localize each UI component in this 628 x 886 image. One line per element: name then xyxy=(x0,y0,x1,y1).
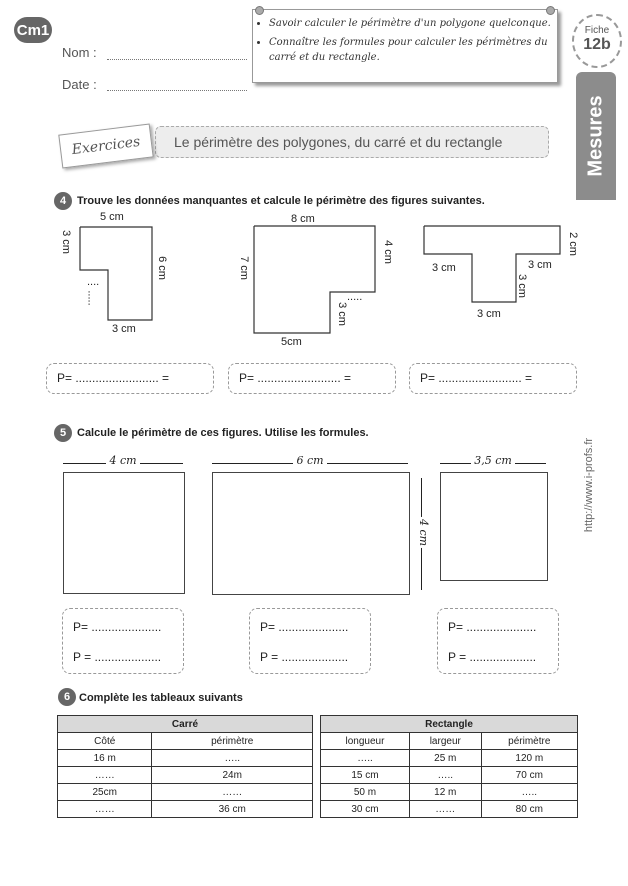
answer-line: P= ......................... = xyxy=(420,371,533,385)
fiche-badge xyxy=(572,14,622,68)
fig1-left-label: 3 cm xyxy=(59,230,72,254)
table-cell[interactable]: ….. xyxy=(152,750,313,767)
table-row xyxy=(321,784,578,801)
fig5-1-width-label: 4 cm xyxy=(106,454,139,467)
fiche-number: 12b xyxy=(583,36,611,53)
formula-line: P = .................... xyxy=(260,650,349,664)
table-cell[interactable]: 30 cm xyxy=(321,801,410,818)
table-row xyxy=(58,801,313,818)
table-row xyxy=(321,801,578,818)
table-row xyxy=(58,784,313,801)
exercise-number: 5 xyxy=(54,424,72,442)
name-label: Nom : xyxy=(62,45,97,60)
fiche-label: Fiche xyxy=(584,25,610,36)
subject-label: Mesures xyxy=(584,95,607,177)
table-cell[interactable]: …… xyxy=(58,767,152,784)
column-header: Côté xyxy=(58,733,152,750)
table-cell[interactable]: ….. xyxy=(321,750,410,767)
square-figure-2 xyxy=(440,472,548,581)
fig2-right-label: 4 cm xyxy=(381,240,394,264)
figure-l-shape-2 xyxy=(245,220,385,340)
objective-item: • Connaître les formules pour calculer les périmètres du carré et du rectangle. xyxy=(269,35,557,65)
fig2-inner-label: 3 cm xyxy=(335,302,348,326)
table-cell[interactable]: 16 m xyxy=(58,750,152,767)
table-cell[interactable]: 50 m xyxy=(321,784,410,801)
table-cell[interactable]: 36 cm xyxy=(152,801,313,818)
exercise-instruction: Calcule le périmètre de ces figures. Utilise les formules. xyxy=(77,427,369,439)
fig2-left-label: 7 cm xyxy=(237,256,250,280)
column-header: longueur xyxy=(321,733,410,750)
fig1-missing-label-2: ..... xyxy=(85,290,98,306)
table-cell[interactable]: 25 m xyxy=(409,750,481,767)
square-table-title: Carré xyxy=(58,716,313,733)
exercises-tag: Exercices xyxy=(58,124,153,169)
formula-line: P= ..................... xyxy=(448,620,537,634)
subject-tab xyxy=(576,72,616,200)
answer-line: P= ......................... = xyxy=(57,371,170,385)
table-row xyxy=(58,767,313,784)
answer-box-3[interactable] xyxy=(409,363,577,394)
page-title: Le périmètre des polygones, du carré et du rectangle xyxy=(174,134,503,150)
rectangle-figure xyxy=(212,472,410,595)
formula-line: P= ..................... xyxy=(73,620,162,634)
fig2-top-label: 8 cm xyxy=(291,213,315,225)
formula-box-2[interactable] xyxy=(249,608,371,674)
name-field[interactable] xyxy=(107,59,247,60)
exercise-number: 4 xyxy=(54,192,72,210)
formula-line: P = .................... xyxy=(73,650,162,664)
column-header: largeur xyxy=(409,733,481,750)
table-cell[interactable]: …… xyxy=(58,801,152,818)
table-cell[interactable]: 70 cm xyxy=(481,767,577,784)
fig3-bottom-label: 3 cm xyxy=(477,308,501,320)
pin-icon xyxy=(255,6,264,15)
table-cell[interactable]: ….. xyxy=(409,767,481,784)
table-cell[interactable]: 12 m xyxy=(409,784,481,801)
fig5-2-width-label: 6 cm xyxy=(293,454,326,467)
fig1-missing-label: .... xyxy=(87,276,100,288)
fig3-left-step-label: 3 cm xyxy=(432,262,456,274)
column-header: périmètre xyxy=(481,733,577,750)
table-cell[interactable]: 25cm xyxy=(58,784,152,801)
website-link[interactable] xyxy=(578,420,600,550)
table-row xyxy=(321,750,578,767)
table-row xyxy=(58,750,313,767)
level-badge: Cm1 xyxy=(14,17,52,43)
title-banner xyxy=(155,126,549,158)
rectangle-table xyxy=(320,715,578,818)
formula-box-1[interactable] xyxy=(62,608,184,674)
objectives-note xyxy=(252,9,558,83)
exercise-number: 6 xyxy=(58,688,76,706)
table-row xyxy=(321,767,578,784)
table-cell[interactable]: ….. xyxy=(481,784,577,801)
fig3-stem-label: 3 cm xyxy=(515,274,528,298)
fig2-bottom-label: 5cm xyxy=(281,336,302,348)
answer-line: P= ......................... = xyxy=(239,371,352,385)
exercise-instruction: Trouve les données manquantes et calcule le périmètre des figures suivantes. xyxy=(77,195,485,207)
objective-item: • Savoir calculer le périmètre d'un polygone quelconque. xyxy=(269,16,557,31)
fig3-right-label: 2 cm xyxy=(566,232,579,256)
date-label: Date : xyxy=(62,77,97,92)
date-field[interactable] xyxy=(107,90,247,91)
fig2-missing-label: ..... xyxy=(347,291,363,303)
fig1-top-label: 5 cm xyxy=(100,211,124,223)
table-cell[interactable]: 80 cm xyxy=(481,801,577,818)
formula-box-3[interactable] xyxy=(437,608,559,674)
table-cell[interactable]: …… xyxy=(152,784,313,801)
table-cell[interactable]: 120 m xyxy=(481,750,577,767)
fig3-right-step-label: 3 cm xyxy=(528,259,552,271)
exercise-instruction: Complète les tableaux suivants xyxy=(79,692,243,704)
formula-line: P = .................... xyxy=(448,650,537,664)
fig5-2-height-label: 4 cm xyxy=(417,518,431,547)
answer-box-2[interactable] xyxy=(228,363,396,394)
website-text: http://www.i-profs.fr xyxy=(583,437,595,533)
table-cell[interactable]: 24m xyxy=(152,767,313,784)
square-table xyxy=(57,715,313,818)
pin-icon xyxy=(546,6,555,15)
answer-box-1[interactable] xyxy=(46,363,214,394)
column-header: périmètre xyxy=(152,733,313,750)
square-figure-1 xyxy=(63,472,185,594)
fig1-right-label: 6 cm xyxy=(155,256,168,280)
table-cell[interactable]: …… xyxy=(409,801,481,818)
fig5-3-width-label: 3,5 cm xyxy=(471,454,515,467)
formula-line: P= ..................... xyxy=(260,620,349,634)
fig1-bottom-label: 3 cm xyxy=(112,323,136,335)
table-cell[interactable]: 15 cm xyxy=(321,767,410,784)
rectangle-table-title: Rectangle xyxy=(321,716,578,733)
